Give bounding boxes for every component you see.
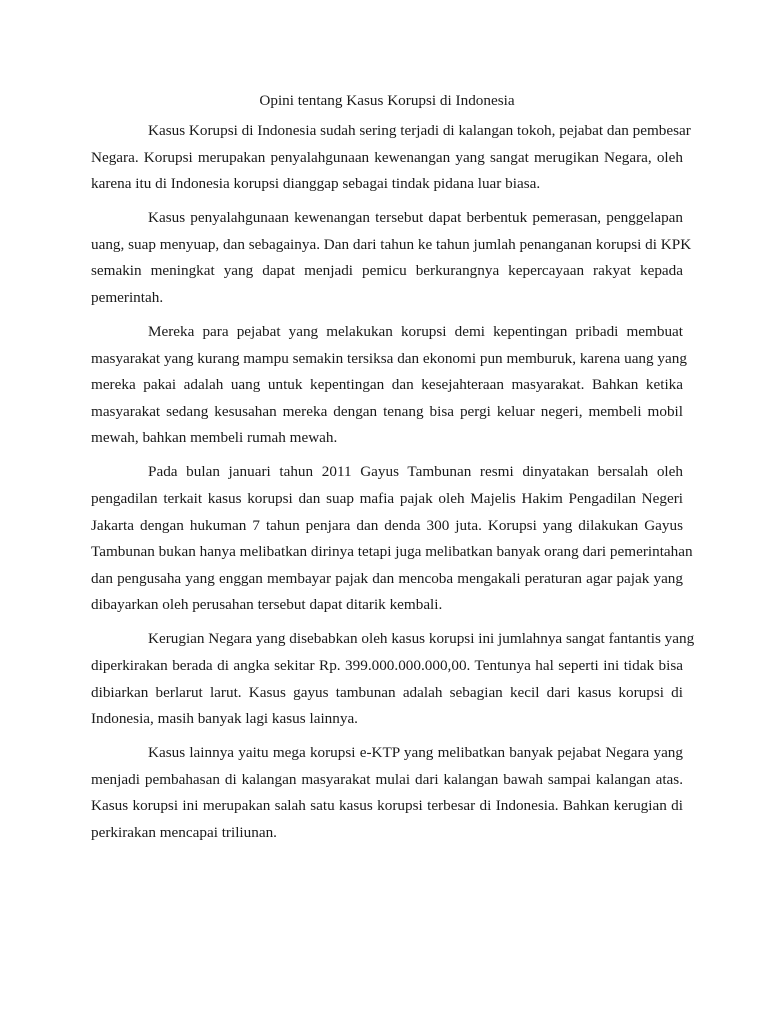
paragraph-line: Indonesia, masih banyak lagi kasus lainnya. (91, 710, 358, 728)
paragraph-line: uang, suap menyuap, dan sebagainya. Dan dari tahun ke tahun jumlah penanganan korupsi di KPK (91, 235, 692, 253)
paragraph-line: dan pengusaha yang enggan membayar pajak dan mencoba mengakali peraturan agar pajak yang (91, 569, 683, 587)
paragraph (91, 118, 691, 198)
paragraph (91, 626, 695, 732)
paragraph-line: diperkirakan berada di angka sekitar Rp. 399.000.000.000,00. Tentunya hal seperti ini tidak bisa (91, 656, 683, 674)
paragraph-line: mewah, bahkan membeli rumah mewah. (91, 429, 338, 447)
paragraph (91, 205, 692, 311)
paragraph (91, 740, 683, 846)
paragraph-line: pemerintah. (91, 289, 164, 307)
paragraph-line: mereka pakai adalah uang untuk kepentingan dan kesejahteraan masyarakat. Bahkan ketika (91, 376, 683, 394)
paragraph-line: Pada bulan januari tahun 2011 Gayus Tambunan resmi dinyatakan bersalah oleh (148, 463, 683, 481)
paragraph (91, 319, 687, 452)
paragraph-line: masyarakat yang kurang mampu semakin tersiksa dan ekonomi pun memburuk, karena uang yang (91, 349, 687, 367)
paragraph-line: menjadi pembahasan di kalangan masyarakat mulai dari kalangan bawah sampai kalangan atas. (91, 770, 683, 788)
paragraph-line: pengadilan terkait kasus korupsi dan suap mafia pajak oleh Majelis Hakim Pengadilan Negeri (91, 489, 683, 507)
paragraph-line: Kasus penyalahgunaan kewenangan tersebut dapat berbentuk pemerasan, penggelapan (148, 209, 683, 227)
paragraph-line: Kerugian Negara yang disebabkan oleh kasus korupsi ini jumlahnya sangat fantantis yang (148, 630, 695, 648)
paragraph-line: dibiarkan berlarut larut. Kasus gayus tambunan adalah sebagian kecil dari kasus korupsi di (91, 683, 683, 701)
paragraph-line: dibayarkan oleh perusahan tersebut dapat ditarik kembali. (91, 596, 443, 614)
document-body (91, 118, 695, 846)
document-title: Opini tentang Kasus Korupsi di Indonesia (259, 92, 515, 109)
paragraph-line: Kasus korupsi ini merupakan salah satu kasus korupsi terbesar di Indonesia. Bahkan kerugian di (91, 797, 683, 815)
paragraph-line: Tambunan bukan hanya melibatkan dirinya tetapi juga melibatkan banyak orang dari pemerintahan (91, 543, 693, 561)
paragraph-line: Kasus lainnya yaitu mega korupsi e-KTP yang melibatkan banyak pejabat Negara yang (148, 744, 683, 762)
paragraph-line: Jakarta dengan hukuman 7 tahun penjara dan denda 300 juta. Korupsi yang dilakukan Gayus (91, 516, 683, 534)
paragraph-line: semakin meningkat yang dapat menjadi pemicu berkurangnya kepercayaan rakyat kepada (91, 262, 683, 280)
paragraph-line: Mereka para pejabat yang melakukan korupsi demi kepentingan pribadi membuat (148, 323, 683, 341)
paragraph-line: masyarakat sedang kesusahan mereka dengan tenang bisa pergi keluar negeri, membeli mobil (91, 402, 683, 420)
paragraph-line: karena itu di Indonesia korupsi dianggap sebagai tindak pidana luar biasa. (91, 175, 541, 193)
paragraph (91, 459, 693, 619)
paragraph-line: Kasus Korupsi di Indonesia sudah sering terjadi di kalangan tokoh, pejabat dan pembesar (148, 122, 691, 140)
document-page (91, 88, 695, 854)
paragraph-line: Negara. Korupsi merupakan penyalahgunaan kewenangan yang sangat merugikan Negara, oleh (91, 148, 683, 166)
paragraph-line: perkirakan mencapai triliunan. (91, 823, 277, 841)
